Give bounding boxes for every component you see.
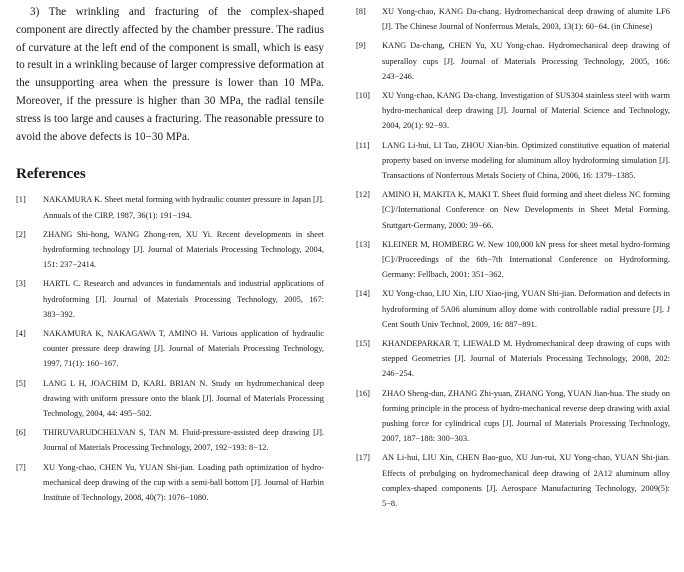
reference-number: [11]	[356, 140, 370, 150]
reference-number: [4]	[16, 329, 26, 338]
reference-text: LANG L H, JOACHIM D, KARL BRIAN N. Study on hydromechanical deep drawing with uniform pressure onto the blank [J]. Journal of Materials Processing Technology, 2004, 44: 495−502.	[43, 378, 324, 419]
reference-list-left	[16, 192, 324, 505]
reference-item-13	[356, 237, 670, 283]
reference-item-3	[16, 276, 324, 322]
reference-item-9	[356, 38, 670, 84]
reference-number: [6]	[16, 428, 26, 438]
reference-number: [5]	[16, 378, 26, 388]
reference-number: [7]	[16, 462, 26, 472]
reference-number: [17]	[356, 453, 370, 463]
reference-number: [15]	[356, 339, 370, 349]
reference-item-15	[356, 336, 670, 382]
reference-text: LANG Li-hui, LI Tao, ZHOU Xian-bin. Optimized constitutive equation of material property based on inverse modeling for aluminum alloy hydroforming simulation [J]. Transactions of Nonferrous Metals Society of China, 2006, 16: 1379−1385.	[382, 140, 670, 181]
reference-number: [16]	[356, 388, 370, 398]
reference-text: XU Yong-chao, CHEN Yu, YUAN Shi-jian. Loading path optimization of hydro-mechanical deep drawing of the cup with a semi-ball bottom [J]. Journal of Harbin Institute of Technology, 2008, 40(7): 1076−1080.	[43, 462, 324, 503]
reference-item-2	[16, 227, 324, 273]
reference-text: ZHAO Sheng-dun, ZHANG Zhi-yuan, ZHANG Yong, YUAN Jian-hua. The study on forming principle in the process of hydro-mechanical reverse deep drawing with axial pushing force for cylindrical cups [J]. Journal of Materials Processing Technology, 2007, 187−188: 300−303.	[382, 388, 670, 444]
reference-item-7	[16, 460, 324, 506]
reference-number: [3]	[16, 279, 26, 289]
reference-number: [13]	[356, 239, 370, 249]
reference-item-11	[356, 138, 670, 184]
reference-text: AMINO H, MAKITA K, MAKI T. Sheet fluid forming and sheet dieless NC forming [C]//International Conference on New Developments in Sheet Metal Forming. Stuttgart-Germany, 2000: 39−66.	[382, 190, 670, 230]
reference-number: [9]	[356, 41, 366, 51]
reference-number: [2]	[16, 229, 26, 239]
reference-item-1	[16, 192, 324, 222]
reference-item-5	[16, 376, 324, 422]
reference-item-6	[16, 425, 324, 455]
reference-item-10	[356, 88, 670, 134]
reference-item-4	[16, 326, 324, 372]
reference-item-8	[356, 4, 670, 34]
reference-text: NAKAMURA K, NAKAGAWA T, AMINO H. Various application of hydraulic counter pressure deep drawing [J]. Journal of Materials Processing Technology, 1997, 71(1): 160−167.	[43, 329, 324, 369]
reference-number: [14]	[356, 289, 370, 299]
left-column	[16, 4, 324, 509]
reference-item-16	[356, 386, 670, 447]
reference-number: [12]	[356, 190, 370, 200]
reference-text: NAKAMURA K. Sheet metal forming with hydraulic counter pressure in Japan [J]. Annuals of the CIRP, 1987, 36(1): 191−194.	[43, 195, 324, 220]
conclusion-paragraph: 3) The wrinkling and fracturing of the complex-shaped component are directly affected by the chamber pressure. The radius of curvature at the left end of the component is small, which is easy to result in a wrinkling because of larger compressive deformation at the unsupporting area when the pressure is lower than 10 MPa. Moreover, if the pressure is higher than 30 MPa, the radial tensile stress is too large and causes a fracturing. The reasonable pressure to avoid the above defects is 10−30 MPa.	[16, 6, 324, 143]
reference-text: KHANDEPARKAR T, LIEWALD M. Hydromechanical deep drawing of cups with stepped Geometries [J]. Journal of Materials Processing Technology, 2008, 202: 246−254.	[382, 339, 670, 379]
reference-text: HARTL C. Research and advances in fundamentals and industrial applications of hydroforming [J]. Journal of Materials Processing Technology, 2005, 167: 383−392.	[43, 279, 324, 319]
reference-number: [8]	[356, 7, 366, 16]
reference-number: [10]	[356, 91, 370, 101]
reference-text: ZHANG Shi-hong, WANG Zhong-ren, XU Yi. Recent developments in sheet hydroforming technology [J]. Journal of Materials Processing Technology, 2004, 151: 237−2414.	[43, 229, 324, 270]
reference-item-12	[356, 187, 670, 233]
reference-text: THIRUVARUDCHELVAN S, TAN M. Fluid-pressure-assisted deep drawing [J]. Journal of Materials Processing Technology, 2007, 192−193: 8−12.	[43, 428, 324, 453]
reference-item-14	[356, 286, 670, 332]
reference-text: KANG Da-chang, CHEN Yu, XU Yong-chao. Hydromechanical deep drawing of superalloy cups [J]. Journal of Materials Processing Technology, 2005, 166: 243−246.	[382, 41, 670, 81]
reference-text: XU Yong-chao, KANG Da-chang. Investigation of SUS304 stainless steel with warm hydro-mechanical deep drawing [J]. Journal of Material Science and Technology, 2004, 20(1): 92−93.	[382, 91, 670, 131]
right-column	[356, 4, 670, 515]
reference-text: KLEINER M, HOMBERG W. New 100,000 kN press for sheet metal hydro-forming [C]//Proceedings of the 6th−7th International Conference on Hydroforming. Germany: Fellbach, 2001: 351−362.	[382, 239, 670, 280]
reference-text: AN Li-hui, LIU Xin, CHEN Bao-guo, XU Jun-rui, XU Yong-chao, YUAN Shi-jian. Effects of prebulging on hydromechanical deep drawing of 2A12 aluminum alloy complex-shaped components [J]. Aerospace Manufacturing Technology, 2009(5): 5−8.	[382, 453, 670, 509]
references-heading: References	[16, 166, 86, 183]
reference-text: XU Yong-chao, KANG Da-chang. Hydromechanical deep drawing of alumite LF6 [J]. The Chinese Journal of Nonferrous Metals, 2003, 13(1): 60−64. (in Chinese)	[382, 7, 670, 32]
reference-list-right	[356, 4, 670, 511]
reference-number: [1]	[16, 195, 26, 205]
reference-text: XU Yong-chao, LIU Xin, LIU Xiao-jing, YUAN Shi-jian. Deformation and defects in hydroforming of 5A06 aluminum alloy dome with controllable radial pressure [J]. J Cent South Univ Technol, 2009, 16: 887−891.	[382, 289, 670, 329]
reference-item-17	[356, 450, 670, 511]
